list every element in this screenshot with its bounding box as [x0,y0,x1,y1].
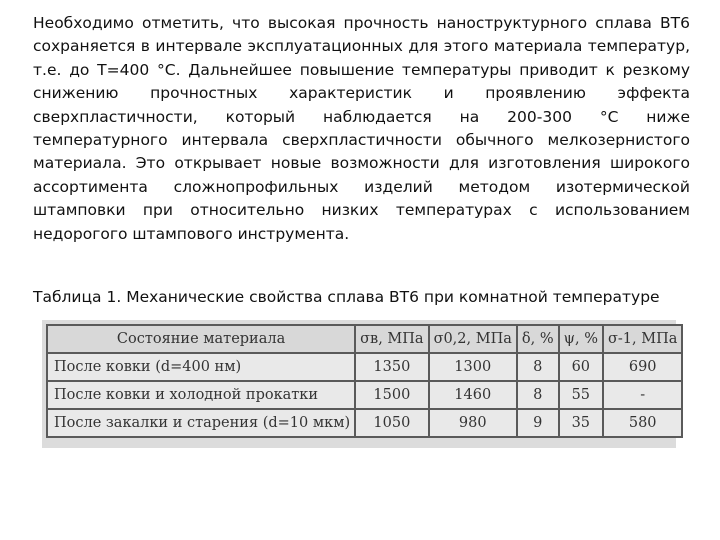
table-caption: Таблица 1. Механические свойства сплава ВТ6 при комнатной температуре [33,288,660,306]
header-material-state: Состояние материала [47,325,355,353]
mechanical-properties-table [46,324,683,438]
cell-yield-strength: 980 [429,409,517,437]
cell-elongation: 8 [517,381,559,409]
cell-reduction-of-area: 35 [559,409,603,437]
cell-elongation: 8 [517,353,559,381]
cell-tensile-strength: 1050 [355,409,428,437]
header-yield-strength: σ0,2, МПа [429,325,517,353]
cell-fatigue-limit: 690 [603,353,682,381]
table-row [47,381,682,409]
cell-material-state: После закалки и старения (d=10 мкм) [47,409,355,437]
table-image-frame [42,320,676,448]
header-reduction-of-area: ψ, % [559,325,603,353]
table-row [47,409,682,437]
cell-fatigue-limit: - [603,381,682,409]
header-elongation: δ, % [517,325,559,353]
cell-material-state: После ковки (d=400 нм) [47,353,355,381]
cell-yield-strength: 1300 [429,353,517,381]
cell-yield-strength: 1460 [429,381,517,409]
header-tensile-strength: σв, МПа [355,325,428,353]
cell-elongation: 9 [517,409,559,437]
table-row [47,353,682,381]
body-paragraph: Необходимо отметить, что высокая прочность наноструктурного сплава ВТ6 сохраняется в интервале эксплуатационных для этого материала температур, т.е. до Т=400 °С. Дальнейшее повышение температуры приводит к резкому снижению прочностных характеристик и проявлению эффекта сверхпластичности, который наблюдается на 200-300 °С ниже температурного интервала сверхпластичности обычного мелкозернистого материала. Это открывает новые возможности для изготовления широкого ассортимента сложнопрофильных изделий методом изотермической штамповки при относительно низких температурах с использованием недорогого штампового инструмента. [33,14,690,243]
cell-reduction-of-area: 60 [559,353,603,381]
cell-reduction-of-area: 55 [559,381,603,409]
cell-tensile-strength: 1500 [355,381,428,409]
cell-material-state: После ковки и холодной прокатки [47,381,355,409]
cell-fatigue-limit: 580 [603,409,682,437]
table-header-row [47,325,682,353]
header-fatigue-limit: σ-1, МПа [603,325,682,353]
cell-tensile-strength: 1350 [355,353,428,381]
